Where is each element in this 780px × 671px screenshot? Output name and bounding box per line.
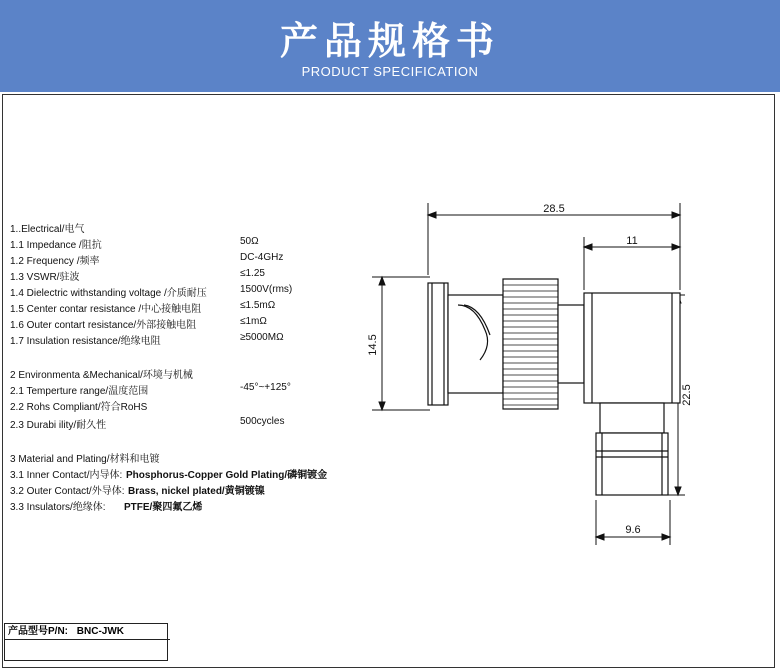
header-banner — [0, 0, 780, 92]
spec-label: 1.4 Dielectric withstanding voltage /介质耐压 — [10, 288, 207, 299]
spec-label: 2.2 Rohs Compliant/符合RoHS — [10, 402, 148, 413]
spec-label: 2.3 Durabi ility/耐久性 — [10, 420, 107, 431]
spec-value: PTFE/聚四氟乙烯 — [124, 502, 203, 513]
part-number-value: BNC-JWK — [76, 626, 124, 637]
spec-value: -45°~+125° — [240, 382, 291, 393]
spec-label: 3.2 Outer Contact/外导体: — [10, 486, 125, 497]
dimension-body-length: 11 — [626, 235, 638, 247]
dimension-height: 14.5 — [367, 334, 379, 356]
part-number-box — [4, 623, 168, 661]
spec-value: 50Ω — [240, 236, 259, 247]
part-number-row — [5, 624, 170, 640]
spec-label: 3.1 Inner Contact/内导体: — [10, 470, 123, 481]
spec-value: ≤1mΩ — [240, 316, 267, 327]
spec-label: 1.1 Impedance /阻抗 — [10, 240, 102, 251]
spec-label: 1.5 Center contar resistance /中心接触电阻 — [10, 304, 202, 315]
spec-value: 1500V(rms) — [240, 284, 293, 295]
spec-label: 1.3 VSWR/驻波 — [10, 272, 80, 283]
spec-label: 2.1 Temperture range/温度范围 — [10, 386, 149, 397]
spec-value: ≤1.5mΩ — [240, 300, 276, 311]
spec-label: 3.3 Insulators/绝缘体: — [10, 502, 106, 513]
spec-value: Brass, nickel plated/黄铜镀镍 — [128, 486, 265, 497]
spec-value: Phosphorus-Copper Gold Plating/磷铜镀金 — [126, 470, 328, 481]
dimension-overall-length: 28.5 — [543, 203, 565, 215]
spec-label: 1.6 Outer contart resistance/外部接触电阻 — [10, 320, 197, 331]
page-subtitle: PRODUCT SPECIFICATION — [301, 64, 479, 79]
dimension-drop: 22.5 — [681, 384, 693, 406]
page-title: 产品规格书 — [279, 19, 500, 63]
spec-value: 500cycles — [240, 416, 285, 427]
part-number-label: 产品型号P/N: — [8, 626, 68, 637]
dimension-bottom-width: 9.6 — [625, 524, 641, 536]
connector-drawing — [360, 195, 693, 555]
spec-value: ≥5000MΩ — [240, 332, 284, 343]
spec-value: DC-4GHz — [240, 252, 284, 263]
spec-label: 1.2 Frequency /频率 — [10, 256, 100, 267]
spec-label: 1.7 Insulation resistance/绝缘电阻 — [10, 336, 161, 347]
spec-value: ≤1.25 — [240, 268, 265, 279]
